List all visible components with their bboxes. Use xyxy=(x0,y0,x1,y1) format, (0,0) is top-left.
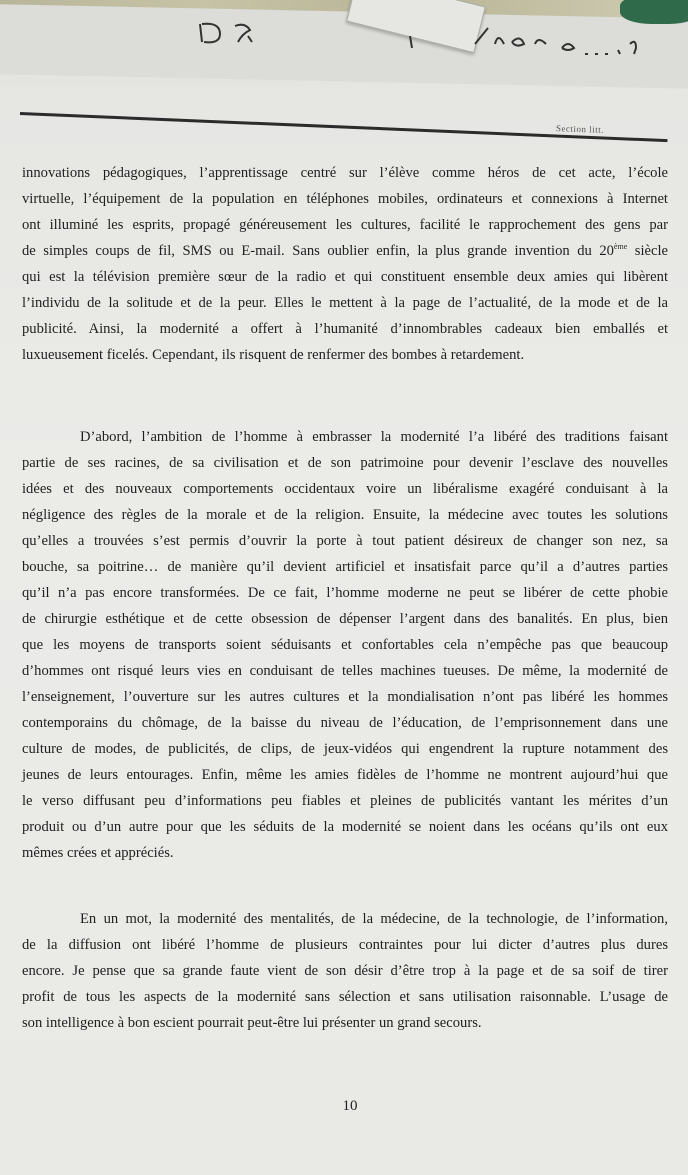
text-line: d’hommes ont risqué leurs vies en conduisant de telles machines tueuses. De même, la modernité de xyxy=(22,663,668,679)
text-line: que les moyens de transports soient séduisants et confortables cela n’empêche pas que beaucoup xyxy=(22,637,668,653)
text-line: négligence des règles de la morale et de la religion. Ensuite, la médecine avec toutes les solutions xyxy=(22,507,668,523)
text-line: partie de ses racines, de sa civilisation et de son patrimoine pour devenir l’esclave des nouvelles xyxy=(22,455,668,471)
text-line: encore. Je pense que sa grande faute vient de son désir d’être trop à la page et de sa soif de tirer xyxy=(22,963,668,979)
text-line: produit ou d’un autre pour que les séduits de la modernité se noient dans les océans qu’ils ont eux xyxy=(22,819,668,835)
text-line: l’individu de la solitude et de la peur. Elles le mettent à la page de l’actualité, de la mode et de la xyxy=(22,295,668,311)
text-line: de chirurgie esthétique et de cette obsession de dépenser l’argent dans des banalités. En plus, bien xyxy=(22,611,668,627)
paragraph-1 xyxy=(22,160,668,368)
text-line: mêmes crées et appréciés. xyxy=(22,845,174,861)
paragraph-3 xyxy=(22,906,668,1036)
text-line: luxueusement ficelés. Cependant, ils risquent de renfermer des bombes à retardement. xyxy=(22,347,525,363)
text-line: contemporains du chômage, de la baisse du niveau de l’éducation, de l’emprisonnement dans une xyxy=(22,715,668,731)
paragraph-2 xyxy=(22,424,668,866)
page-number: 10 xyxy=(342,1098,358,1114)
section-label: Section litt. xyxy=(555,123,605,135)
text-line: publicité. Ainsi, la modernité a offert à l’humanité d’innombrables cadeaux bien emballés et xyxy=(22,321,668,337)
text-line: ont illuminé les esprits, propagé généreusement les cultures, facilité le rapprochement des gens par xyxy=(22,217,668,233)
text-line: de simples coups de fil, SMS ou E-mail. Sans oublier enfin, la plus grande invention du 20ème siècle xyxy=(22,242,669,259)
text-line: innovations pédagogiques, l’apprentissage centré sur l’élève comme héros de cet acte, l’école xyxy=(22,165,668,181)
text-line: l’enseignement, l’ouverture sur les autres cultures et la mondialisation n’ont pas libéré les hommes xyxy=(22,689,668,705)
text-line: jeunes de leurs entourages. Enfin, même les amies fidèles de l’homme ne montrent aujourd’hui que xyxy=(22,767,668,783)
text-line: qu’elles a trouvées s’est permis d’ouvrir la porte à tout patient désireux de changer son nez, sa xyxy=(22,533,668,549)
text-line: de la diffusion ont libéré l’homme de plusieurs contraintes pour lui dicter d’autres plus dures xyxy=(22,937,668,953)
text-line: virtuelle, l’équipement de la population en téléphones mobiles, ordinateurs et connexions à Internet xyxy=(22,191,668,207)
text-line: D’abord, l’ambition de l’homme à embrasser la modernité l’a libéré des traditions faisant xyxy=(80,429,668,445)
text-line: culture de modes, de publicités, de clips, de jeux-vidéos qui engendrent la rupture notamment des xyxy=(22,741,668,757)
text-line: son intelligence à bon escient pourrait peut-être lui présenter un grand secours. xyxy=(22,1015,482,1031)
text-line: En un mot, la modernité des mentalités, de la médecine, de la technologie, de l’information, xyxy=(80,911,668,927)
text-line: idées et des nouveaux comportements occidentaux voire un libéralisme exagéré conduisant à la xyxy=(22,481,668,497)
text-line: le verso diffusant peu d’informations peu fiables et pleines de publicités vantant les mérites d’un xyxy=(22,793,668,809)
superscript: ème xyxy=(613,242,628,252)
text-line: qu’il n’a pas encore transformées. De ce fait, l’homme moderne ne peut se libérer de cette phobie xyxy=(22,585,668,601)
text-line: qui est la télévision première sœur de la radio et qui constituent ensemble deux amies qui libèrent xyxy=(22,269,668,285)
text-line: profit de tous les aspects de la modernité sans sélection et sans utilisation raisonnable. L’usage de xyxy=(22,989,668,1005)
text-line: bouche, sa poitrine… de manière qu’il devient artificiel et insatisfait parce qu’il a d’autres parties xyxy=(22,559,668,575)
